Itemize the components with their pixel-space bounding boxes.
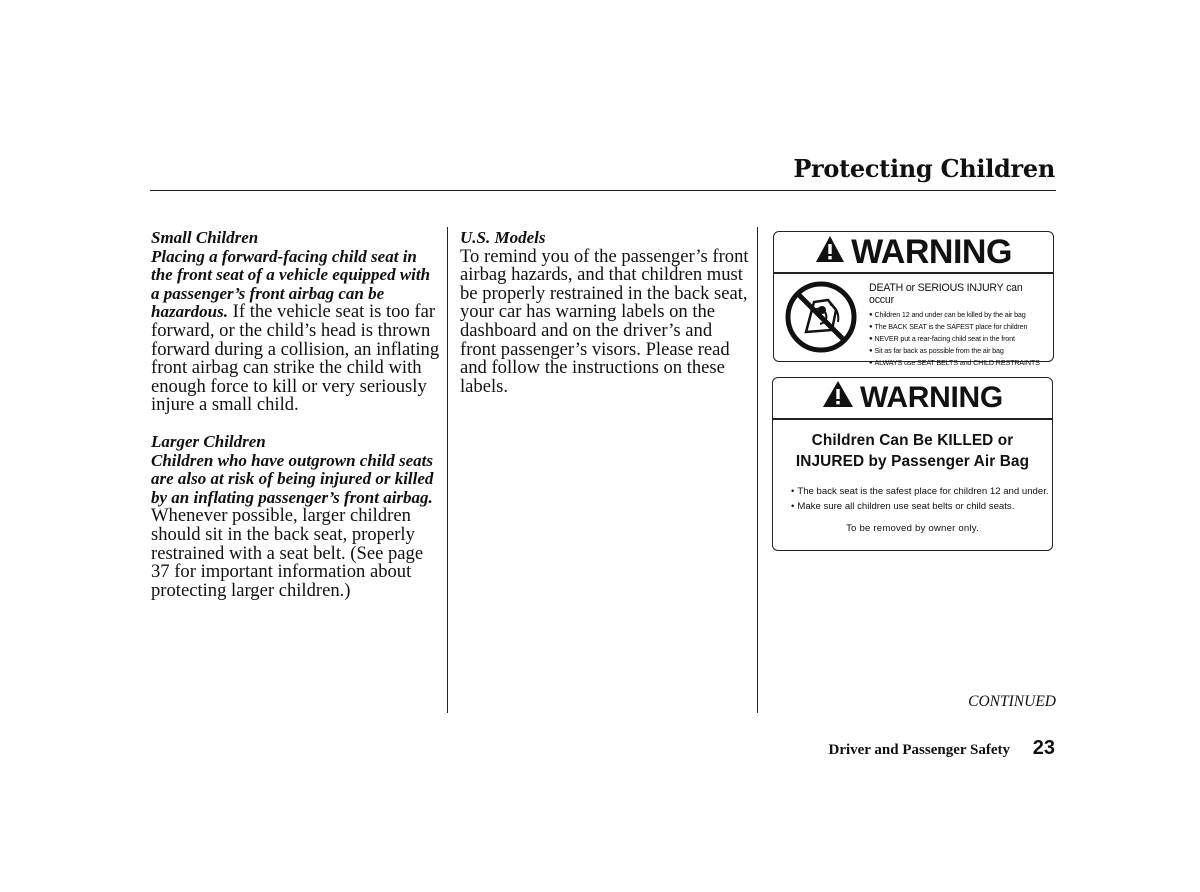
footer-section-title: Driver and Passenger Safety — [828, 742, 1010, 758]
small-children-paragraph — [151, 248, 441, 415]
page-title: Protecting Children — [793, 154, 1055, 183]
column-divider-left — [447, 227, 448, 713]
label-instruction-list — [869, 309, 1049, 369]
list-item: • Make sure all children use seat belts or child seats. — [791, 499, 1052, 514]
column-divider-right — [757, 227, 758, 713]
list-item: ● Children 12 and under can be killed by the air bag — [869, 309, 1049, 321]
label-text — [869, 282, 1049, 369]
warning-header — [774, 232, 1053, 272]
us-models-heading: U.S. Models — [460, 228, 546, 247]
larger-children-body-text: Whenever possible, larger children should sit in the back seat, properly restrained with a seat belt. (See page 37 for important information about protecting larger children.) — [151, 505, 424, 601]
label-main-line: INJURED by Passenger Air Bag — [795, 453, 1030, 470]
warning-triangle-icon — [822, 380, 854, 416]
title-rule — [150, 190, 1056, 191]
warning-word: WARNING — [851, 232, 1012, 271]
paragraph-gap — [151, 415, 441, 433]
larger-children-paragraph — [151, 452, 441, 601]
warning-header — [773, 378, 1052, 418]
list-item: • The back seat is the safest place for children 12 and under. — [791, 484, 1052, 499]
larger-children-heading: Larger Children — [151, 431, 266, 451]
label-main-warning: DEATH or SERIOUS INJURY can occur — [869, 282, 1023, 306]
warning-rule — [773, 418, 1052, 420]
warning-label-dashboard — [772, 377, 1053, 551]
column-middle — [460, 229, 750, 396]
list-item: ● NEVER put a rear-facing child seat in the front — [869, 333, 1049, 345]
larger-children-warning-text: Children who have outgrown child seats are also at risk of being injured or killed by an inflating passenger’s front airbag. — [151, 450, 434, 507]
no-rear-facing-seat-icon — [784, 280, 858, 359]
list-item: ● ALWAYS use SEAT BELTS and CHILD RESTRAINTS — [869, 357, 1049, 369]
label-main-line: Children Can Be KILLED or — [811, 432, 1014, 449]
list-item: ● The BACK SEAT is the SAFEST place for children — [869, 321, 1049, 333]
warning-word: WARNING — [860, 381, 1003, 414]
label-footer-note: To be removed by owner only. — [846, 523, 979, 534]
label-instruction-list — [791, 484, 1052, 514]
continued-marker: CONTINUED — [968, 693, 1056, 710]
warning-triangle-icon — [815, 233, 845, 272]
us-models-paragraph: To remind you of the passenger’s front airbag hazards, and that children must be properly restrained in the back seat, your car has warning labels on the dashboard and on the driver’s and front passenger’s visors. Please read and follow the instructions on these labels. — [460, 245, 749, 397]
label-main-warning — [773, 430, 1052, 472]
warning-label-visor — [773, 231, 1054, 367]
column-left — [151, 229, 441, 600]
page-number: 23 — [1032, 737, 1055, 759]
small-children-warning-text: Placing a forward-facing child seat in the front seat of a vehicle equipped with a passenger’s front airbag can be hazardous. — [151, 246, 431, 322]
label-body — [774, 274, 1053, 367]
small-children-heading: Small Children — [151, 228, 259, 247]
small-children-body-text: If the vehicle seat is too far forward, or the child’s head is thrown forward during a collision, an inflating front airbag can strike the child with enough force to kill or very seriously injure a small child. — [151, 301, 440, 416]
list-item: ● Sit as far back as possible from the air bag — [869, 345, 1049, 357]
